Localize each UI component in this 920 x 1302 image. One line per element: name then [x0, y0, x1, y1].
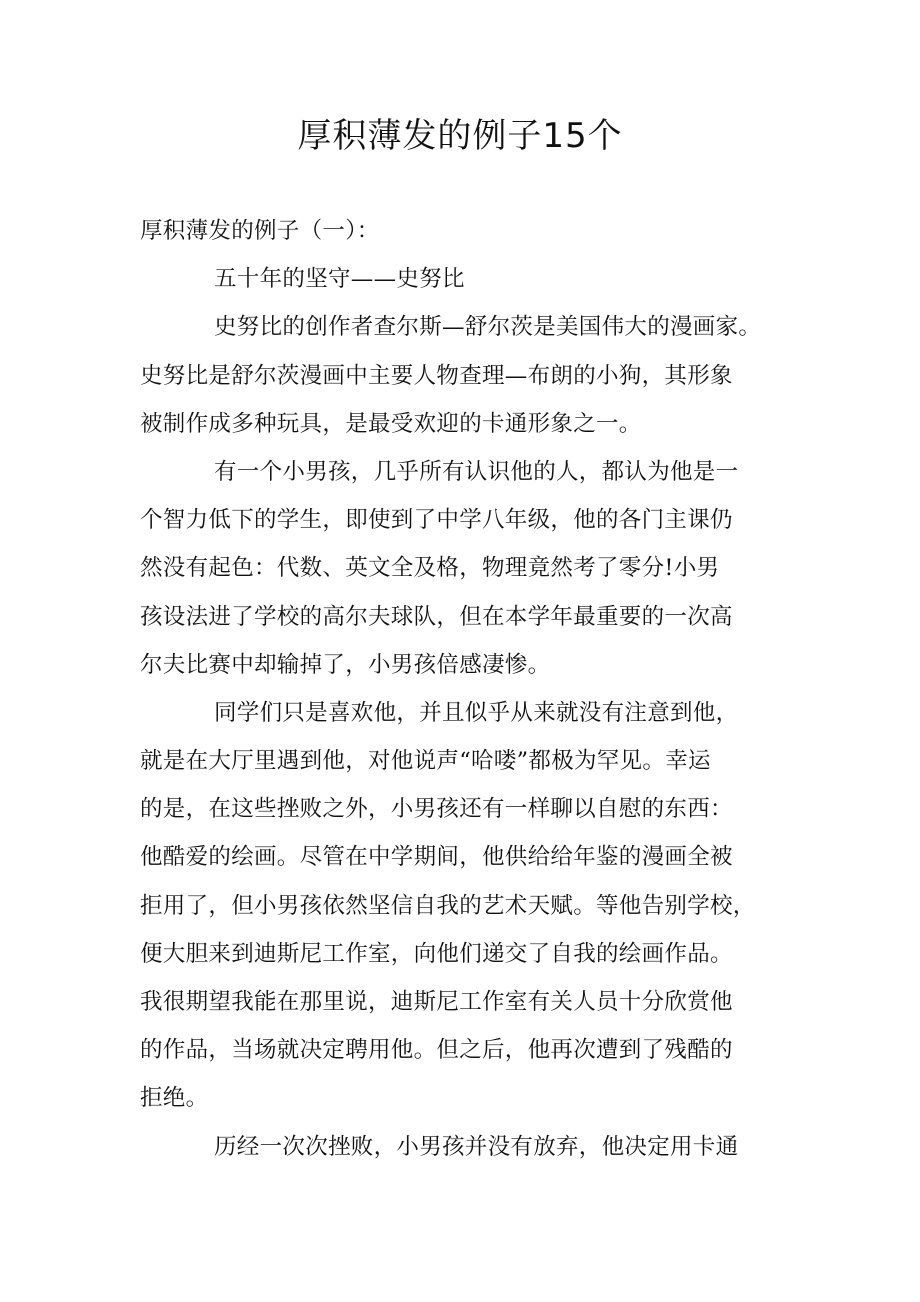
body-line-11: 同学们只是喜欢他，并且似乎从来就没有注意到他， [214, 699, 739, 726]
body-line-4: 史努比是舒尔茨漫画中主要人物查理—布朗的小狗，其形象 [140, 362, 733, 389]
body-line-5: 被制作成多种玩具，是最受欢迎的卡通形象之一。 [140, 410, 642, 437]
body-line-18: 的作品，当场就决定聘用他。但之后，他再次遭到了残酷的 [140, 1037, 733, 1064]
body-line-12: 就是在大厅里遇到他，对他说声“哈喽”都极为罕见。幸运 [140, 748, 711, 775]
body-line-1: 厚积薄发的例子（一）： [140, 218, 380, 244]
body-line-20: 历经一次次挫败，小男孩并没有放弃，他决定用卡通 [214, 1133, 739, 1160]
body-line-14: 他酷爱的绘画。尽管在中学期间，他供给给年鉴的漫画全被 [140, 844, 733, 871]
body-line-3: 史努比的创作者查尔斯—舒尔茨是美国伟大的漫画家。 [214, 314, 762, 341]
body-line-13: 的是，在这些挫败之外，小男孩还有一样聊以自慰的东西： [140, 796, 733, 823]
body-line-17: 我很期望我能在那里说，迪斯尼工作室有关人员十分欣赏他 [140, 989, 733, 1015]
body-line-6: 有一个小男孩，几乎所有认识他的人，都认为他是一 [214, 458, 739, 485]
body-line-8: 然没有起色：代数、英文全及格，物理竟然考了零分!小男 [140, 555, 720, 582]
body-line-16: 便大胆来到迪斯尼工作室，向他们递交了自我的绘画作品。 [140, 940, 733, 967]
body-line-19: 拒绝。 [140, 1085, 209, 1112]
body-line-10: 尔夫比赛中却输掉了，小男孩倍感凄惨。 [140, 651, 551, 678]
document-title: 厚积薄发的例子15个 [297, 116, 623, 156]
body-line-9: 孩设法进了学校的高尔夫球队，但在本学年最重要的一次高 [140, 603, 733, 630]
body-line-2: 五十年的坚守——史努比 [214, 266, 465, 293]
body-line-7: 个智力低下的学生，即使到了中学八年级，他的各门主课仍 [140, 507, 733, 534]
body-line-15: 拒用了，但小男孩依然坚信自我的艺术天赋。等他告别学校， [140, 892, 756, 919]
document-body [140, 207, 785, 1171]
